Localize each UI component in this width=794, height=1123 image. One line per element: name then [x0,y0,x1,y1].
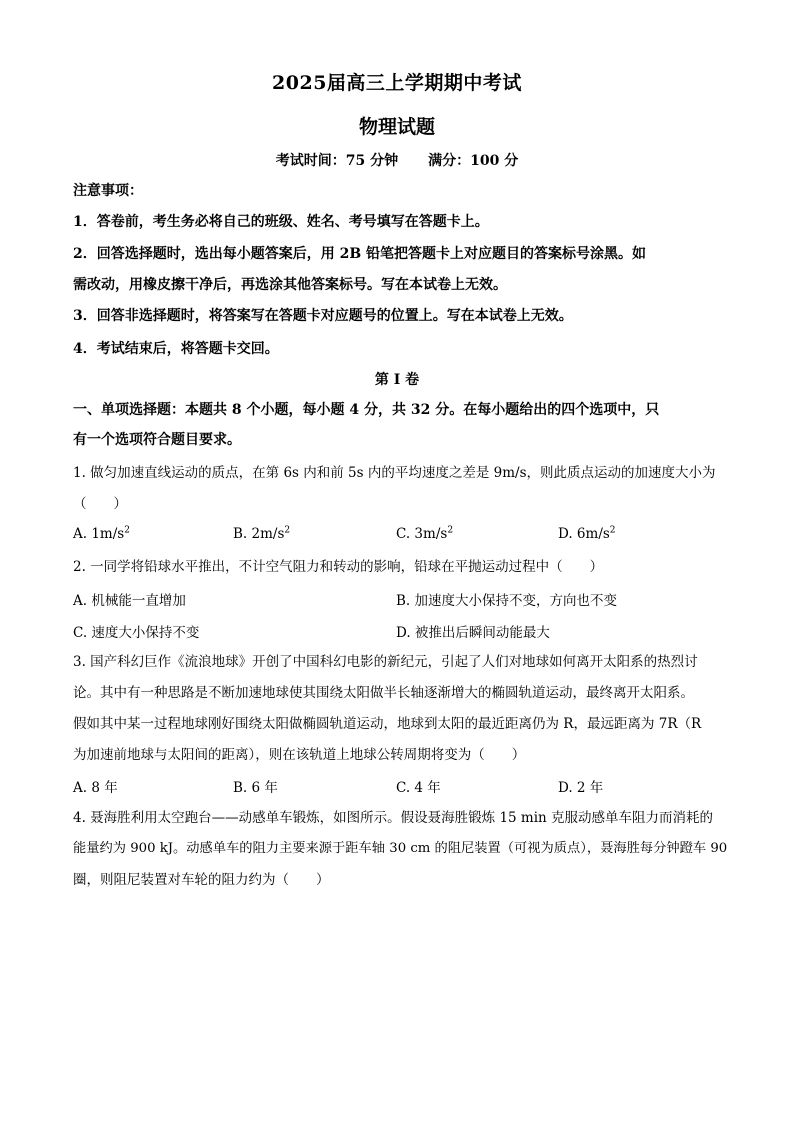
notice-item-2-cont: 需改动，用橡皮擦干净后，再选涂其他答案标号。写在本试卷上无效。 [73,277,507,293]
exam-title: 2025届高三上学期期中考试 [272,72,522,94]
question-4-line-3: 圈，则阻尼装置对车轮的阻力约为（ ） [73,872,330,888]
time-label: 考试时间：75 分钟 [275,153,399,169]
notice-item-1: 1．答卷前，考生务必将自己的班级、姓名、考号填写在答题卡上。 [73,214,489,230]
question-3-line-4: 为加速前地球与太阳间的距离），则在该轨道上地球公转周期将变为（ ） [73,747,526,763]
section-heading-cont: 有一个选项符合题目要求。 [73,432,241,448]
subject-title: 物理试题 [358,116,435,138]
notice-heading: 注意事项： [73,183,143,199]
notice-item-4: 4．考试结束后，将答题卡交回。 [73,341,279,357]
question-1: 1. 做匀加速直线运动的质点，在第 6s 内和前 5s 内的平均速度之差是 9m/s，则此质点运动的加速度大小为 [73,465,716,481]
section-heading: 一、单项选择题：本题共 8 个小题，每小题 4 分，共 32 分。在每小题给出的四个选项中，只 [73,402,660,418]
q2-option-b: B. 加速度大小保持不变，方向也不变 [396,593,618,609]
q2-option-d: D. 被推出后瞬间动能最大 [396,625,550,641]
q3-option-d: D. 2 年 [558,780,604,796]
q2-option-a: A. 机械能一直增加 [73,593,186,609]
question-3: 3. 国产科幻巨作《流浪地球》开创了中国科幻电影的新纪元，引起了人们对地球如何离开太阳系的热烈讨 [73,654,698,670]
question-2: 2. 一同学将铅球水平推出，不计空气阻力和转动的影响，铅球在平抛运动过程中（ ） [73,559,604,575]
question-1-blank: （ ） [73,496,127,512]
q3-option-b: B. 6 年 [233,780,278,796]
q1-option-d: D. $6m/s^2$ [558,525,616,542]
exam-info [0,150,794,170]
q2-option-c: C. 速度大小保持不变 [73,625,200,641]
question-4: 4. 聂海胜利用太空跑台——动感单车锻炼，如图所示。假设聂海胜锻炼 15 min 克服动感单车阻力而消耗的 [73,810,714,826]
q3-option-a: A. 8 年 [73,780,118,796]
q1-option-a: A. $1m/s^2$ [73,525,130,542]
volume-label: 第 I 卷 [374,372,420,388]
notice-item-3: 3．回答非选择题时，将答案写在答题卡对应题号的位置上。写在本试卷上无效。 [73,308,573,324]
q1-option-c: C. $3m/s^2$ [396,525,454,542]
question-3-line-2: 论。其中有一种思路是不断加速地球使其围绕太阳做半长轴逐渐增大的椭圆轨道运动，最终离开太阳系。 [73,685,694,701]
question-4-line-2: 能量约为 900 kJ。动感单车的阻力主要来源于距车轴 30 cm 的阻尼装置（可视为质点），聂海胜每分钟蹬车 90 [73,841,728,856]
question-3-line-3: 假如其中某一过程地球刚好围绕太阳做椭圆轨道运动，地球到太阳的最近距离仍为 R，最远距离为 7R（R [73,716,702,732]
score-label: 满分：100 分 [428,153,519,169]
q1-option-b: B. $2m/s^2$ [233,525,291,542]
q3-option-c: C. 4 年 [396,780,441,796]
notice-item-2: 2．回答选择题时，选出每小题答案后，用 2B 铅笔把答题卡上对应题目的答案标号涂黑。如 [73,246,647,262]
